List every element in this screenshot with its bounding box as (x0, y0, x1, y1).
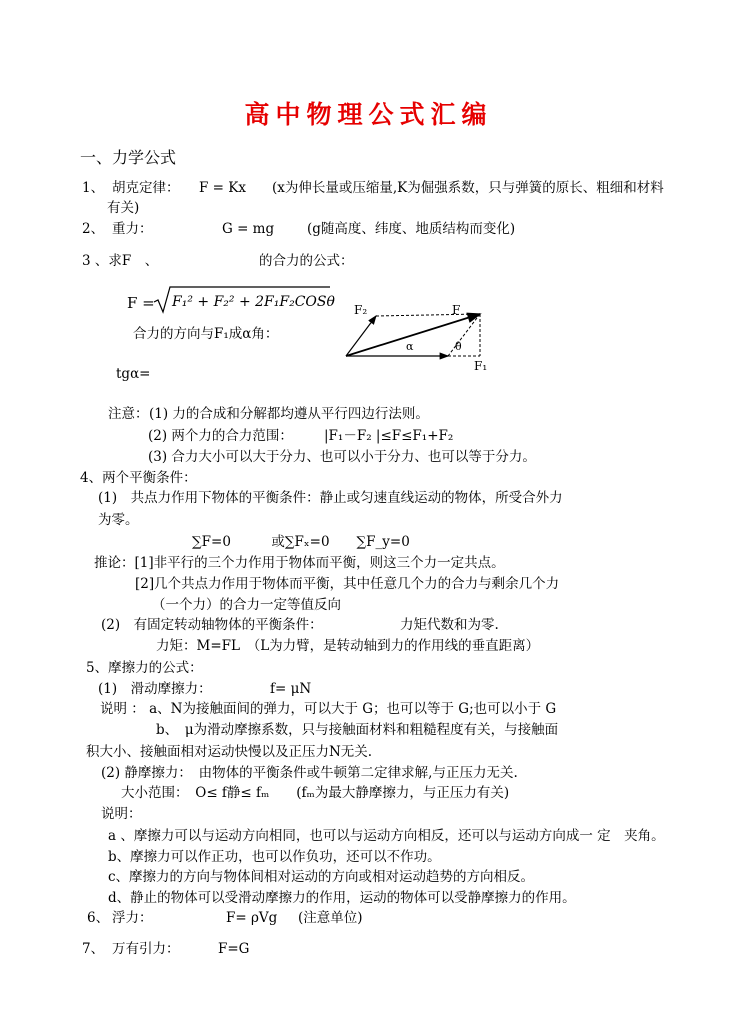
note-formula: |F₁－F₂ |≤F≤F₁+F₂ (324, 428, 454, 444)
label-f2: F₂ (354, 303, 368, 317)
note-item: (3) 合力大小可以大于分力、也可以小于分力、也可以等于分力。 (148, 449, 536, 465)
item-text: (1) 共点力作用下物体的平衡条件：静止或匀速直线运动的物体，所受合外力 (98, 490, 563, 506)
item-note: (注意单位) (298, 910, 363, 926)
item-name: 万有引力： (112, 941, 180, 957)
label-f: F (452, 303, 461, 317)
tg-alpha-text: tgα= (116, 366, 151, 382)
item-text: 说明： (101, 806, 142, 822)
formula-text: f= μN (270, 681, 312, 697)
formula-lhs: F = (127, 294, 155, 312)
item-name: 胡克定律： (112, 180, 180, 196)
dashed-side (376, 314, 480, 316)
item-intro: 3 、求F 、 (82, 253, 159, 269)
item-text: d、静止的物体可以受滑动摩擦力的作用，运动的物体可以受静摩擦力的作用。 (108, 890, 576, 906)
item-heading: 4、两个平衡条件： (80, 470, 197, 486)
item-text: [2]几个共点力作用于物体而平衡，其中任意几个力的合力与剩余几个力 (135, 576, 560, 592)
item-text: a 、摩擦力可以与运动方向相同，也可以与运动方向相反，还可以与运动方向成一 定 夹角。 (108, 828, 665, 844)
item-text: 力矩代数和为零. (400, 617, 499, 633)
direction-text: 合力的方向与F₁成α角： (133, 326, 279, 342)
item-text: c、摩擦力的方向与物体间相对运动的方向或相对运动趋势的方向相反。 (108, 869, 535, 885)
item-text: 为零。 (98, 512, 139, 528)
formula-text: F=G (218, 941, 250, 957)
label-theta: θ (455, 340, 462, 353)
formula-text: G = mg (222, 221, 275, 237)
item-name: 浮力： (112, 910, 153, 926)
item-text: (2) 静摩擦力： 由物体的平衡条件或牛顿第二定律求解,与正压力无关. (101, 765, 518, 781)
vector-f2 (346, 316, 376, 356)
item-text: 力矩：M=FL （L为力臂，是转动轴到力的作用线的垂直距离） (156, 638, 540, 654)
item-number: 2、 (82, 221, 105, 237)
item-name: 重力： (112, 221, 153, 237)
note-label: 注意： (108, 406, 149, 422)
item-intro: 的合力的公式： (259, 253, 354, 269)
formula-text: ∑F=0 或∑Fₓ=0 ∑F_y=0 (192, 534, 410, 550)
item-text: （一个力）的合力一定等值反向 (152, 597, 341, 613)
note-item: (2) 两个力的合力范围： (148, 428, 293, 444)
item-note: (x为伸长量或压缩量,K为倔强系数，只与弹簧的原长、粗细和材料 (272, 180, 664, 196)
item-text: 积大小、接触面相对运动快慢以及正压力N无关. (86, 744, 373, 760)
item-text: b、摩擦力可以作正功，也可以作负功，还可以不作功。 (108, 849, 441, 865)
label-alpha: α (406, 340, 414, 353)
item-text: (1) 滑动摩擦力： (98, 681, 212, 697)
item-number: 1、 (82, 180, 105, 196)
item-note: 有关) (107, 200, 140, 216)
item-text: 大小范围： O≤ f静≤ fₘ (fₘ为最大静摩擦力，与正压力有关) (121, 785, 510, 801)
item-heading: 5、摩擦力的公式： (86, 660, 203, 676)
item-text: 推论：[1]非平行的三个力作用于物体而平衡，则这三个力一定共点。 (94, 555, 505, 571)
item-number: 7、 (82, 941, 105, 957)
item-note: (g随高度、纬度、地质结构而变化) (307, 221, 516, 237)
item-text: (2) 有固定转动轴物体的平衡条件： (101, 617, 323, 633)
section-heading: 一、力学公式 (80, 148, 177, 167)
item-text: b、 μ为滑动摩擦系数，只与接触面材料和粗糙程度有关，与接触面 (156, 722, 559, 738)
label-f1: F₁ (474, 359, 488, 373)
item-text: 说明 ： a、N为接触面间的弹力，可以大于 G；也可以等于 G;也可以小于 G (100, 701, 557, 717)
dashed-side (448, 314, 480, 356)
note-item: (1) 力的合成和分解都均遵从平行四边行法则。 (149, 406, 429, 422)
item-number: 6、 (87, 910, 110, 926)
page-title: 高中物理公式汇编 (244, 100, 493, 129)
formula-text: F = Kx (199, 180, 246, 196)
formula-rhs: F₁² + F₂² + 2F₁F₂COSθ (172, 294, 335, 310)
formula-text: F= ρVg (226, 910, 278, 926)
